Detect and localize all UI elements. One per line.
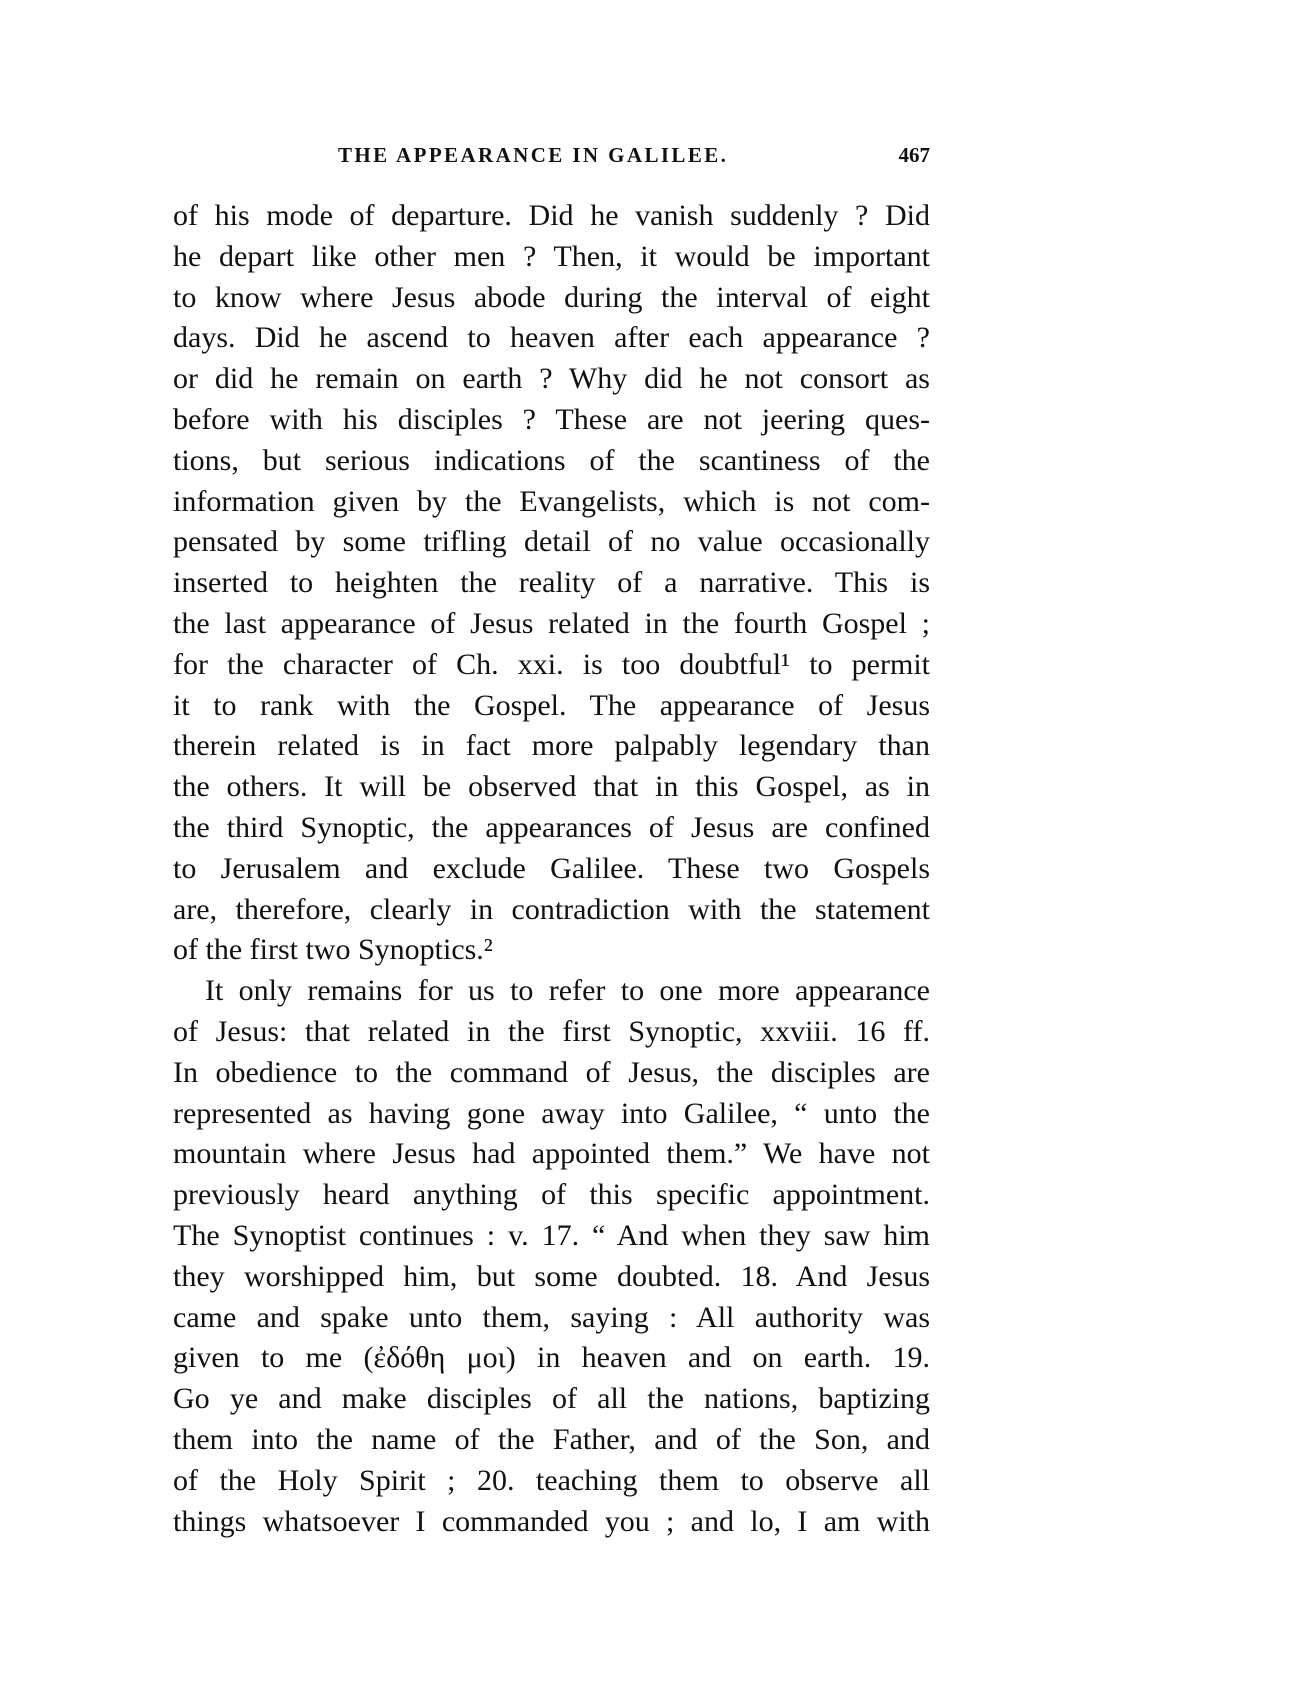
text-line: therein related is in fact more palpably legendary than — [173, 729, 930, 763]
text-line: of Jesus: that related in the first Synoptic, xxviii. 16 ff. — [173, 1014, 930, 1048]
text-line: Go ye and make disciples of all the nations, baptizing — [173, 1382, 930, 1416]
paragraph-1 — [173, 196, 930, 971]
text-line: came and spake unto them, saying : All authority was — [173, 1300, 930, 1334]
text-line: to Jerusalem and exclude Galilee. These two Gospels — [173, 851, 930, 885]
text-line: they worshipped him, but some doubted. 18. And Jesus — [173, 1259, 930, 1293]
text-line: represented as having gone away into Galilee, “ unto the — [173, 1096, 930, 1130]
text-line-with-footnote-ref: of the first two Synoptics.² — [173, 933, 493, 967]
text-line: information given by the Evangelists, which is not com- — [173, 484, 930, 518]
running-head — [173, 143, 930, 177]
text-line: The Synoptist continues : v. 17. “ And when they saw him — [173, 1218, 930, 1252]
text-line: tions, but serious indications of the scantiness of the — [173, 443, 930, 477]
text-line: pensated by some trifling detail of no value occasionally — [173, 525, 930, 559]
running-title: THE APPEARANCE IN GALILEE. — [338, 143, 729, 167]
text-line: It only remains for us to refer to one more appearance — [205, 974, 930, 1008]
text-line: mountain where Jesus had appointed them.” We have not — [173, 1137, 930, 1171]
text-line: he depart like other men ? Then, it would be important — [173, 239, 930, 273]
text-line: them into the name of the Father, and of the Son, and — [173, 1422, 930, 1456]
text-line: of his mode of departure. Did he vanish suddenly ? Did — [173, 199, 930, 232]
text-line: the others. It will be observed that in this Gospel, as in — [173, 770, 930, 804]
text-line: to know where Jesus abode during the interval of eight — [173, 280, 930, 314]
text-line: days. Did he ascend to heaven after each appearance ? — [173, 321, 930, 355]
text-line: inserted to heighten the reality of a narrative. This is — [173, 566, 930, 600]
text-line: of the Holy Spirit ; 20. teaching them to observe all — [173, 1463, 930, 1497]
text-line-with-footnote-ref: for the character of Ch. xxi. is too doubtful¹ to permit — [173, 647, 930, 681]
text-line: or did he remain on earth ? Why did he not consort as — [173, 362, 930, 396]
text-line: are, therefore, clearly in contradiction with the statement — [173, 892, 930, 926]
text-line-greek: given to me (ἐδόθη μοι) in heaven and on earth. 19. — [173, 1341, 930, 1375]
text-line: In obedience to the command of Jesus, the disciples are — [173, 1055, 930, 1089]
text-line: it to rank with the Gospel. The appearance of Jesus — [173, 688, 930, 722]
text-line: before with his disciples ? These are not jeering ques- — [173, 402, 930, 436]
body-text — [173, 196, 930, 1542]
text-line: previously heard anything of this specific appointment. — [173, 1178, 930, 1212]
text-line: the last appearance of Jesus related in the fourth Gospel ; — [173, 606, 930, 640]
paragraph-2 — [173, 971, 930, 1542]
page-number: 467 — [898, 143, 930, 167]
text-line: things whatsoever I commanded you ; and lo, I am with — [173, 1504, 930, 1538]
text-line: the third Synoptic, the appearances of Jesus are confined — [173, 810, 930, 844]
